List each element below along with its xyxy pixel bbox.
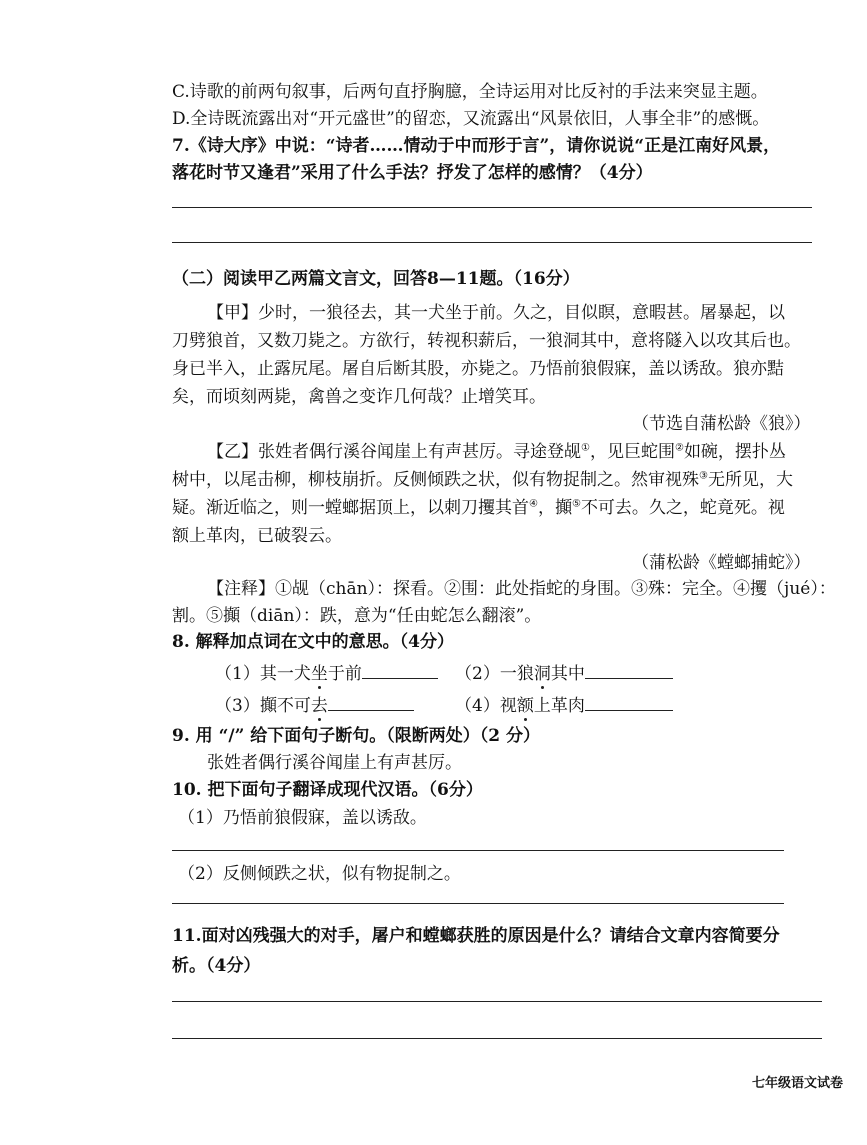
q8-item-2: （2）一狼洞其中 bbox=[455, 660, 673, 685]
q11-question-line2: 析。（4分） bbox=[172, 956, 261, 976]
dotted-word: 去 bbox=[310, 696, 328, 716]
passage-yi-line2: 树中，以尾击柳，柳枝崩折。反侧倾跌之状，似有物捉制之。然审视殊③无所见，大 bbox=[172, 470, 793, 490]
passage-jia-line4: 矣，而顷刻两毙，禽兽之变诈几何哉？止增笑耳。 bbox=[172, 387, 546, 407]
q11-question-line1: 11.面对凶残强大的对手，屠户和螳螂获胜的原因是什么？请结合文章内容简要分 bbox=[172, 926, 780, 946]
q6-option-d: D.全诗既流露出对“开元盛世”的留恋，又流露出“风景依旧，人事全非”的感慨。 bbox=[172, 109, 770, 129]
passage-jia-line1: 【甲】少时，一狼径去，其一犬坐于前。久之，目似瞑，意暇甚。屠暴起，以 bbox=[207, 303, 785, 323]
passage-yi-line4: 额上革肉，已破裂云。 bbox=[172, 526, 342, 546]
q11-answer-line-2[interactable] bbox=[172, 1038, 822, 1039]
passage-jia-source: （节选自蒲松龄《狼》） bbox=[632, 414, 811, 434]
dotted-word: 洞 bbox=[533, 664, 551, 684]
q8-item-1: （1）其一犬坐于前 bbox=[215, 660, 438, 685]
q9-title: 9. 用 “/” 给下面句子断句。（限断两处）（2 分） bbox=[172, 726, 541, 746]
q6-option-c: C.诗歌的前两句叙事，后两句直抒胸臆，全诗运用对比反衬的手法来突显主题。 bbox=[172, 82, 768, 102]
passage-yi-line3: 疑。渐近临之，则一螳螂据顶上，以刺刀攫其首④，攧⑤不可去。久之，蛇竟死。视 bbox=[172, 498, 785, 518]
passage-jia-line3: 身已半入，止露尻尾。屠自后断其股，亦毙之。乃悟前狼假寐，盖以诱敌。狼亦黠 bbox=[172, 359, 784, 379]
note-marker-4: ④ bbox=[529, 498, 538, 510]
passage-yi-source: （蒲松龄《螳螂捕蛇》） bbox=[632, 553, 811, 573]
q10-title: 10. 把下面句子翻译成现代汉语。（6分） bbox=[172, 780, 483, 800]
q9-sentence: 张姓者偶行溪谷闻崖上有声甚厉。 bbox=[207, 753, 462, 773]
note-marker-5: ⑤ bbox=[571, 498, 581, 510]
dotted-word: 坐 bbox=[310, 664, 328, 684]
q10-answer-line-2[interactable] bbox=[172, 903, 784, 904]
section2-title: （二）阅读甲乙两篇文言文，回答8—11题。（16分） bbox=[172, 269, 580, 289]
q8-title: 8. 解释加点词在文中的意思。（4分） bbox=[172, 632, 454, 652]
note-marker-3: ③ bbox=[699, 470, 708, 482]
q8-blank-1[interactable] bbox=[362, 660, 438, 679]
q8-blank-4[interactable] bbox=[585, 692, 673, 711]
q7-question-line1: 7.《诗大序》中说：“诗者……情动于中而形于言”，请你说说“正是江南好风景， bbox=[172, 136, 781, 156]
q10-sentence-2: （2）反侧倾跌之状，似有物捉制之。 bbox=[178, 864, 461, 884]
notes-line1: 【注释】①觇（chān）：探看。②围：此处指蛇的身围。③殊：完全。④攫（jué）： bbox=[207, 579, 836, 599]
q8-blank-3[interactable] bbox=[328, 692, 414, 711]
q10-sentence-1: （1）乃悟前狼假寐，盖以诱敌。 bbox=[178, 808, 427, 828]
q11-answer-line-1[interactable] bbox=[172, 1001, 822, 1002]
passage-jia-line2: 刀劈狼首，又数刀毙之。方欲行，转视积薪后，一狼洞其中，意将隧入以攻其后也。 bbox=[172, 331, 801, 351]
q8-item-4: （4）视额上革肉 bbox=[455, 692, 673, 717]
q8-blank-2[interactable] bbox=[585, 660, 673, 679]
note-marker-1: ① bbox=[581, 442, 590, 454]
q7-answer-line-2[interactable] bbox=[172, 242, 812, 243]
q7-question-line2: 落花时节又逢君”采用了什么手法？抒发了怎样的感情？（4分） bbox=[172, 163, 653, 183]
q10-answer-line-1[interactable] bbox=[172, 850, 784, 851]
q7-answer-line-1[interactable] bbox=[172, 207, 812, 208]
footer-label: 七年级语文试卷 bbox=[751, 1076, 843, 1091]
q8-item-3: （3）攧不可去 bbox=[215, 692, 414, 717]
passage-yi-line1: 【乙】张姓者偶行溪谷闻崖上有声甚厉。寻途登觇①，见巨蛇围②如碗，摆扑丛 bbox=[207, 442, 786, 462]
note-marker-2: ② bbox=[674, 442, 684, 454]
notes-line2: 割。⑤攧（diān）：跌，意为“任由蛇怎么翻滚”。 bbox=[172, 606, 542, 626]
dotted-word: 额 bbox=[516, 696, 534, 716]
